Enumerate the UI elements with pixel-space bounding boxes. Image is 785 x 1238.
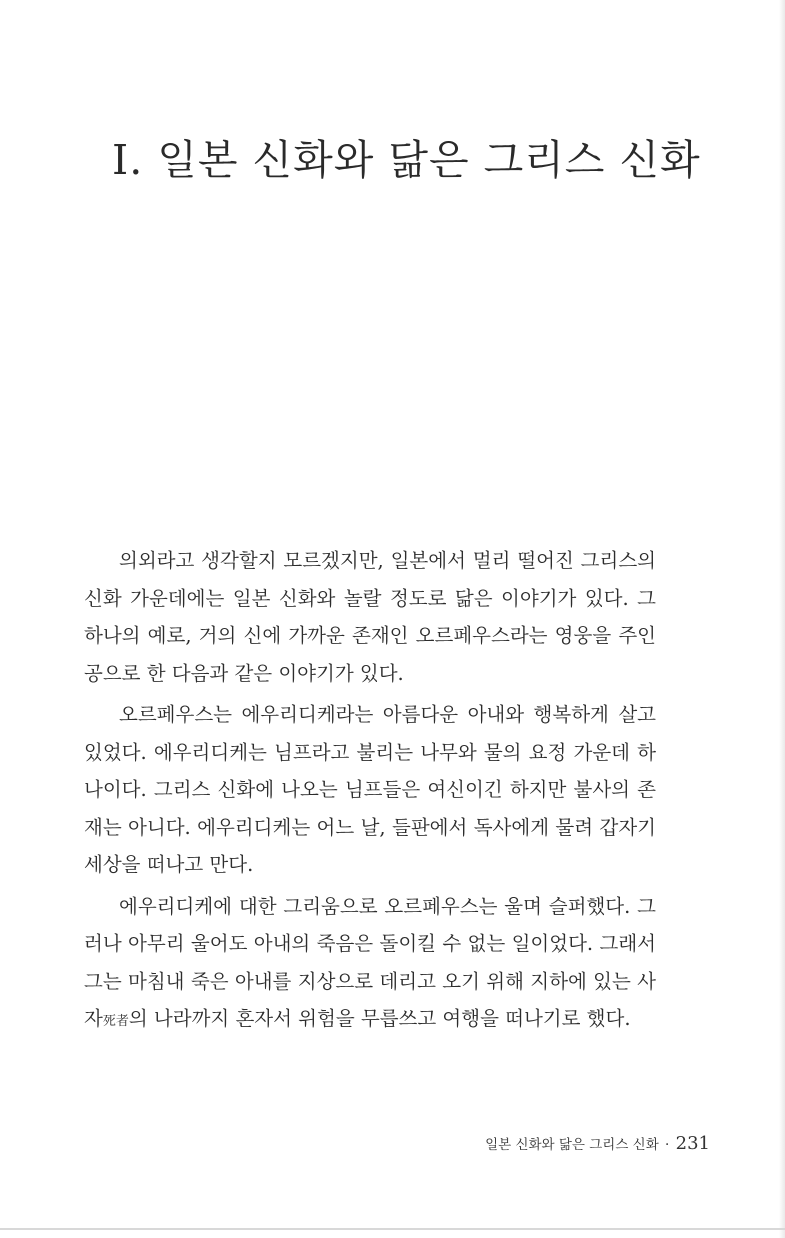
paragraph-1: 의외라고 생각할지 모르겠지만, 일본에서 멀리 떨어진 그리스의 신화 가운데에는 일본 신화와 놀랄 정도로 닮은 이야기가 있다. 그 하나의 예로, 거의 신에 가까운 존재인 오르페우스라는 영웅을 주인공으로 한 다음과 같은 이야기가 있다. xyxy=(84,549,656,685)
body-text xyxy=(84,542,656,1041)
page-edge-shadow xyxy=(779,0,785,1238)
paragraph-3-text-start: 에우리디케에 대한 그리움으로 오르페우스는 울며 슬퍼했다. 그러나 아무리 울어도 아내의 죽음은 돌이킬 수 없는 일이었다. 그래서 그는 마침내 죽은 아내를 지상으로 데리고 오기 위해 지하에 있는 사자 xyxy=(84,894,656,1030)
running-footer xyxy=(470,1133,710,1154)
paragraph-3-text-end: 의 나라까지 혼자서 위험을 무릅쓰고 여행을 떠나기로 했다. xyxy=(128,1007,631,1030)
page-number: 231 xyxy=(675,1133,710,1154)
chapter-title: Ⅰ. 일본 신화와 닮은 그리스 신화 xyxy=(112,136,701,184)
bottom-edge-line xyxy=(0,1228,785,1230)
hanja-annotation: 死者 xyxy=(102,1014,129,1029)
running-title: 일본 신화와 닮은 그리스 신화 xyxy=(485,1137,659,1153)
footer-separator: · xyxy=(665,1137,670,1153)
paragraph-2: 오르페우스는 에우리디케라는 아름다운 아내와 행복하게 살고 있었다. 에우리디케는 님프라고 불리는 나무와 물의 요정 가운데 하나이다. 그리스 신화에 나오는 님프들은 여신이긴 하지만 불사의 존재는 아니다. 에우리디케는 어느 날, 들판에서 독사에게 물려 갑자기 세상을 떠나고 만다. xyxy=(84,703,656,876)
paragraph-3 xyxy=(84,888,656,1041)
